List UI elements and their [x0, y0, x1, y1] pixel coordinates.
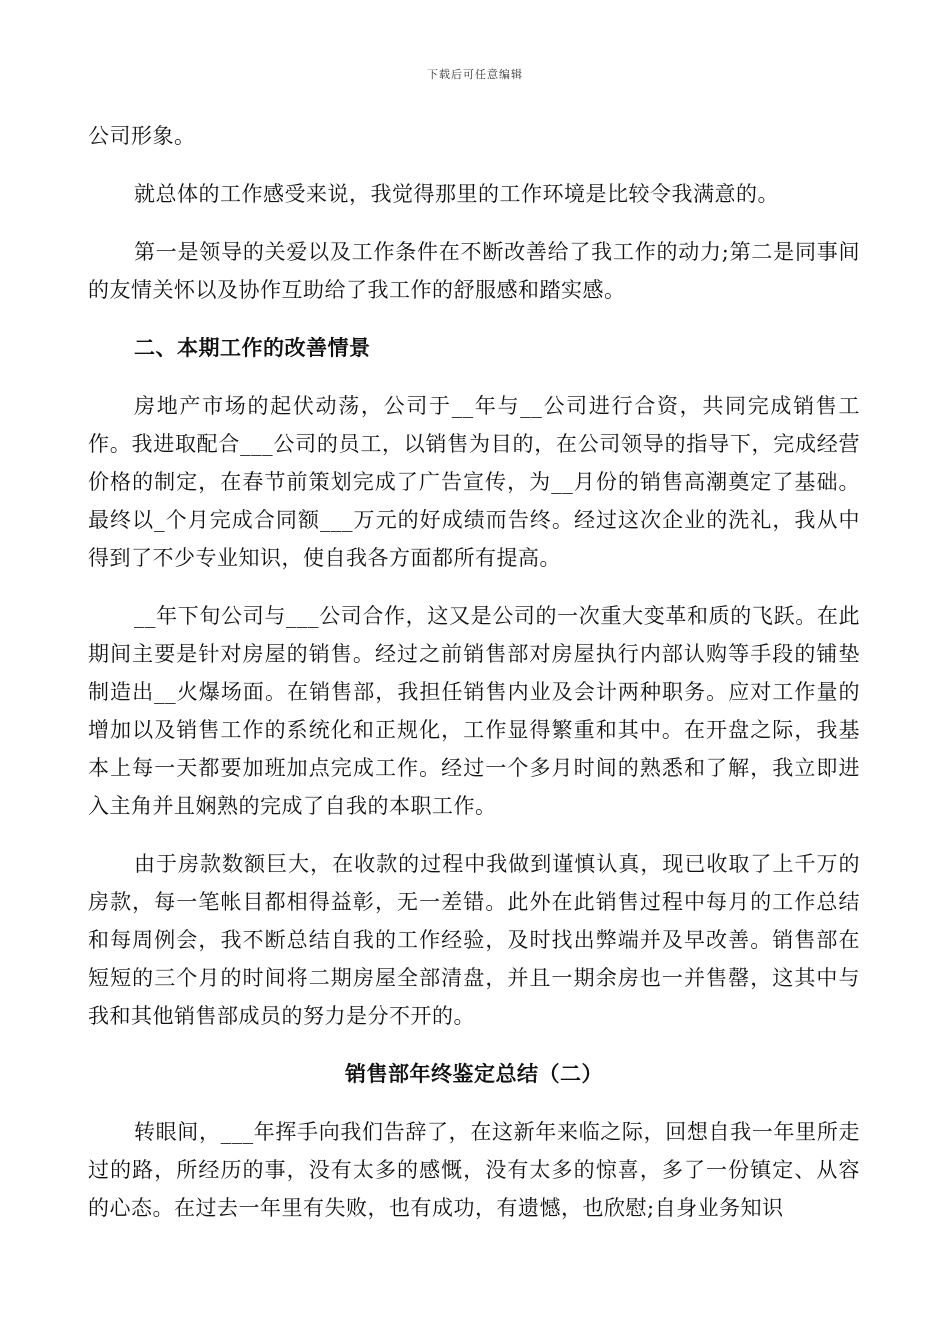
paragraph-payment: 由于房款数额巨大，在收款的过程中我做到谨慎认真，现已收取了上千万的房款，每一笔帐目都相得益彰，无一差错。此外在此销售过程中每月的工作总结和每周例会，我不断总结自我的工作经验，及时找出弊端并及早改善。销售部在短短的三个月的时间将二期房屋全部清盘，并且一期余房也一并售罄，这其中与我和其他销售部成员的努力是分不开的。	[88, 852, 860, 1028]
paragraph-market: 房地产市场的起伏动荡，公司于__年与__公司进行合资，共同完成销售工作。我进取配合___公司的员工，以销售为目的，在公司领导的指导下，完成经营价格的制定，在春节前策划完成了广告宣传，为__月份的销售高潮奠定了基础。最终以_个月完成合同额___万元的好成绩而告终。经过这次企业的洗礼，我从中得到了不少专业知识，使自我各方面都所有提高。	[88, 394, 860, 570]
paragraph-year-review: 转眼间，___年挥手向我们告辞了，在这新年来临之际，回想自我一年里所走过的路，所经历的事，没有太多的感慨，没有太多的惊喜，多了一份镇定、从容的心态。在过去一年里有失败，也有成功，有遗憾，也欣慰;自身业务知识	[88, 1120, 860, 1220]
section-heading: 二、本期工作的改善情景	[134, 335, 371, 360]
document-body	[88, 117, 860, 1227]
paragraph-motivation: 第一是领导的关爱以及工作条件在不断改善给了我工作的动力;第二是同事间的友情关怀以及协作互助给了我工作的舒服感和踏实感。	[88, 240, 860, 302]
document-subtitle: 销售部年终鉴定总结（二）	[345, 1061, 603, 1086]
paragraph-cooperation: __年下旬公司与___公司合作，这又是公司的一次重大变革和质的飞跃。在此期间主要是针对房屋的销售。经过之前销售部对房屋执行内部认购等手段的铺垫制造出__火爆场面。在销售部，我担任销售内业及会计两种职务。应对工作量的增加以及销售工作的系统化和正规化，工作显得繁重和其中。在开盘之际，我基本上每一天都要加班加点完成工作。经过一个多月时间的熟悉和了解，我立即进入主角并且娴熟的完成了自我的本职工作。	[88, 604, 860, 818]
paragraph-work-feeling: 就总体的工作感受来说，我觉得那里的工作环境是比较令我满意的。	[134, 182, 779, 206]
page-header: 下载后可任意编辑	[427, 68, 523, 81]
paragraph-continuation: 公司形象。	[88, 124, 196, 148]
